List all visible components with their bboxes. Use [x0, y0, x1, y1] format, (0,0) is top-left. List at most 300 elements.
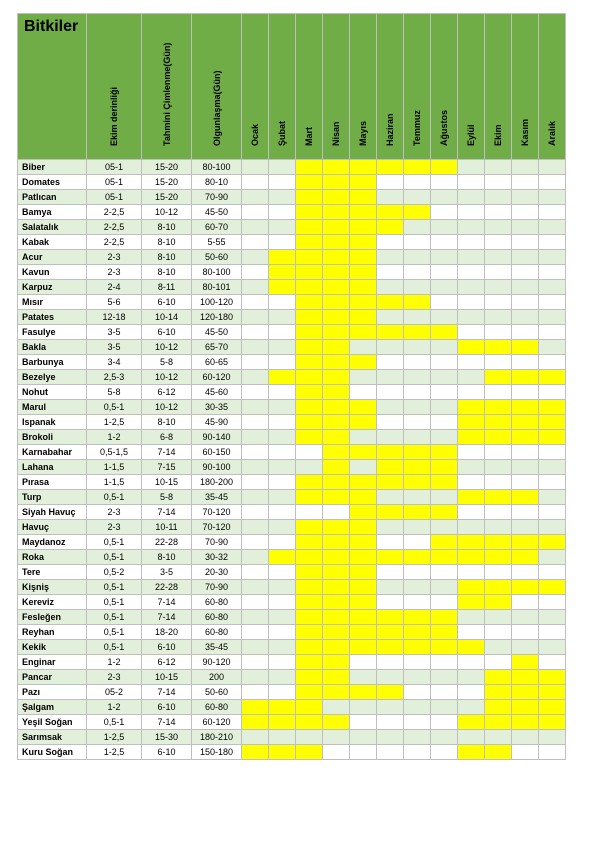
- month-cell: [431, 235, 458, 250]
- germination-cell: 22-28: [142, 580, 192, 595]
- maturity-cell: 65-70: [192, 340, 242, 355]
- maturity-cell: 60-80: [192, 595, 242, 610]
- table-row: [18, 625, 566, 640]
- plant-name-cell: Karpuz: [18, 280, 87, 295]
- germination-cell: 10-15: [142, 475, 192, 490]
- month-cell: [512, 190, 539, 205]
- month-cell: [269, 325, 296, 340]
- month-cell: [458, 670, 485, 685]
- month-cell-planting: [377, 475, 404, 490]
- plant-name-cell: Havuç: [18, 520, 87, 535]
- month-header-label: Şubat: [277, 120, 287, 146]
- month-cell-planting: [485, 670, 512, 685]
- month-cell: [404, 415, 431, 430]
- month-cell: [539, 250, 566, 265]
- month-cell-planting: [431, 160, 458, 175]
- month-cell-planting: [269, 280, 296, 295]
- month-cell-planting: [512, 685, 539, 700]
- plant-name-cell: Şalgam: [18, 700, 87, 715]
- germination-cell: 5-8: [142, 490, 192, 505]
- month-cell-planting: [323, 565, 350, 580]
- month-cell: [269, 535, 296, 550]
- month-cell: [350, 700, 377, 715]
- month-cell: [404, 310, 431, 325]
- month-cell-planting: [350, 520, 377, 535]
- month-cell: [539, 340, 566, 355]
- month-cell-planting: [323, 715, 350, 730]
- month-cell-planting: [323, 160, 350, 175]
- germination-cell: 8-10: [142, 415, 192, 430]
- month-cell: [269, 385, 296, 400]
- month-cell-planting: [296, 610, 323, 625]
- month-cell: [350, 370, 377, 385]
- month-cell: [431, 490, 458, 505]
- month-cell-planting: [512, 400, 539, 415]
- month-cell: [404, 715, 431, 730]
- month-cell-planting: [485, 715, 512, 730]
- month-cell: [404, 430, 431, 445]
- maturity-cell: 45-90: [192, 415, 242, 430]
- month-cell: [539, 220, 566, 235]
- month-cell-planting: [350, 625, 377, 640]
- month-cell: [242, 580, 269, 595]
- month-cell-planting: [404, 160, 431, 175]
- table-row: [18, 205, 566, 220]
- table-row: [18, 415, 566, 430]
- month-cell: [485, 205, 512, 220]
- month-cell: [350, 460, 377, 475]
- month-cell: [458, 610, 485, 625]
- plant-name-cell: Sarımsak: [18, 730, 87, 745]
- plant-name-cell: Brokoli: [18, 430, 87, 445]
- depth-cell: 1-2: [87, 655, 142, 670]
- month-cell-planting: [296, 400, 323, 415]
- month-cell: [539, 550, 566, 565]
- maturity-cell: 90-140: [192, 430, 242, 445]
- maturity-cell: 150-180: [192, 745, 242, 760]
- month-cell-planting: [269, 700, 296, 715]
- table-row: [18, 295, 566, 310]
- table-row: [18, 580, 566, 595]
- maturity-cell: 60-80: [192, 700, 242, 715]
- month-cell-planting: [539, 715, 566, 730]
- month-header: [458, 14, 485, 160]
- maturity-cell: 45-60: [192, 385, 242, 400]
- month-cell: [242, 280, 269, 295]
- month-cell-planting: [296, 490, 323, 505]
- plant-name-cell: Kereviz: [18, 595, 87, 610]
- month-cell: [269, 355, 296, 370]
- month-cell-planting: [350, 550, 377, 565]
- month-cell: [404, 370, 431, 385]
- month-cell-planting: [269, 250, 296, 265]
- month-header: [485, 14, 512, 160]
- month-cell: [242, 190, 269, 205]
- month-cell: [377, 400, 404, 415]
- month-cell-planting: [296, 205, 323, 220]
- month-cell: [404, 520, 431, 535]
- germination-cell: 7-14: [142, 505, 192, 520]
- plant-name-cell: Pırasa: [18, 475, 87, 490]
- table-row: [18, 160, 566, 175]
- germination-cell: 6-12: [142, 655, 192, 670]
- germination-cell: 8-10: [142, 550, 192, 565]
- depth-cell: 3-5: [87, 325, 142, 340]
- month-cell: [269, 175, 296, 190]
- month-cell: [404, 235, 431, 250]
- plant-name-cell: Siyah Havuç: [18, 505, 87, 520]
- plant-name-cell: Patates: [18, 310, 87, 325]
- month-cell-planting: [323, 580, 350, 595]
- table-row: [18, 325, 566, 340]
- table-row: [18, 370, 566, 385]
- month-header-label: Ekim: [493, 124, 503, 146]
- month-cell-planting: [485, 430, 512, 445]
- maturity-cell: 60-70: [192, 220, 242, 235]
- month-cell: [269, 340, 296, 355]
- month-header: [512, 14, 539, 160]
- month-cell: [485, 655, 512, 670]
- month-cell-planting: [512, 370, 539, 385]
- germination-header: [142, 14, 192, 160]
- month-cell: [512, 595, 539, 610]
- month-cell-planting: [350, 580, 377, 595]
- germination-cell: 7-15: [142, 460, 192, 475]
- month-cell-planting: [458, 550, 485, 565]
- month-cell-planting: [296, 580, 323, 595]
- month-cell-planting: [539, 370, 566, 385]
- germination-cell: 6-10: [142, 745, 192, 760]
- month-cell: [431, 670, 458, 685]
- germination-cell: 8-10: [142, 265, 192, 280]
- month-cell: [269, 310, 296, 325]
- plant-name-cell: Fasulye: [18, 325, 87, 340]
- month-cell-planting: [485, 700, 512, 715]
- month-cell: [269, 595, 296, 610]
- germination-cell: 10-14: [142, 310, 192, 325]
- depth-cell: 0,5-1: [87, 400, 142, 415]
- month-cell-planting: [404, 460, 431, 475]
- month-cell: [242, 520, 269, 535]
- plant-name-cell: Acur: [18, 250, 87, 265]
- month-cell: [404, 595, 431, 610]
- month-cell: [539, 475, 566, 490]
- plant-name-cell: Biber: [18, 160, 87, 175]
- plant-name-cell: Karnabahar: [18, 445, 87, 460]
- month-cell: [539, 295, 566, 310]
- month-cell-planting: [323, 310, 350, 325]
- month-cell-planting: [296, 160, 323, 175]
- month-cell: [458, 355, 485, 370]
- table-row: [18, 475, 566, 490]
- maturity-cell: 60-120: [192, 715, 242, 730]
- month-cell: [431, 190, 458, 205]
- maturity-cell: 90-120: [192, 655, 242, 670]
- month-cell: [485, 565, 512, 580]
- month-cell: [404, 385, 431, 400]
- month-cell: [377, 385, 404, 400]
- month-cell: [377, 280, 404, 295]
- germination-cell: 15-30: [142, 730, 192, 745]
- germination-cell: 10-12: [142, 370, 192, 385]
- table-row: [18, 565, 566, 580]
- table-row: [18, 400, 566, 415]
- month-cell: [485, 625, 512, 640]
- month-cell: [431, 715, 458, 730]
- month-cell: [404, 565, 431, 580]
- month-cell-planting: [323, 355, 350, 370]
- month-cell-planting: [323, 445, 350, 460]
- table-row: [18, 430, 566, 445]
- month-cell-planting: [242, 700, 269, 715]
- month-cell-planting: [323, 220, 350, 235]
- month-cell: [539, 625, 566, 640]
- germination-cell: 8-11: [142, 280, 192, 295]
- month-cell: [350, 430, 377, 445]
- month-cell: [485, 265, 512, 280]
- month-cell: [512, 310, 539, 325]
- plant-name-cell: Kekik: [18, 640, 87, 655]
- month-cell-planting: [350, 415, 377, 430]
- month-cell: [377, 340, 404, 355]
- germination-cell: 10-11: [142, 520, 192, 535]
- month-cell-planting: [296, 265, 323, 280]
- month-cell: [269, 670, 296, 685]
- depth-cell: 0,5-1,5: [87, 445, 142, 460]
- maturity-cell: 50-60: [192, 685, 242, 700]
- month-cell: [431, 175, 458, 190]
- germination-cell: 5-8: [142, 355, 192, 370]
- month-cell: [350, 655, 377, 670]
- month-cell: [512, 625, 539, 640]
- germination-cell: 10-12: [142, 340, 192, 355]
- month-cell: [539, 310, 566, 325]
- month-cell: [539, 745, 566, 760]
- month-cell-planting: [377, 505, 404, 520]
- depth-header-label: Ekim derinliği: [109, 86, 119, 146]
- month-cell: [539, 235, 566, 250]
- table-row: [18, 175, 566, 190]
- depth-cell: 0,5-2: [87, 565, 142, 580]
- germination-cell: 6-10: [142, 325, 192, 340]
- plant-rows: [18, 160, 566, 760]
- month-cell-planting: [296, 190, 323, 205]
- maturity-cell: 30-32: [192, 550, 242, 565]
- month-cell-planting: [404, 445, 431, 460]
- depth-cell: 05-1: [87, 175, 142, 190]
- germination-cell: 6-8: [142, 430, 192, 445]
- month-cell: [269, 520, 296, 535]
- month-cell: [377, 745, 404, 760]
- month-cell-planting: [512, 550, 539, 565]
- month-cell-planting: [350, 640, 377, 655]
- maturity-cell: 70-90: [192, 580, 242, 595]
- month-cell-planting: [350, 400, 377, 415]
- month-cell: [431, 565, 458, 580]
- table-row: [18, 235, 566, 250]
- month-cell-planting: [350, 565, 377, 580]
- germination-cell: 7-14: [142, 610, 192, 625]
- month-cell-planting: [296, 745, 323, 760]
- germination-cell: 7-14: [142, 445, 192, 460]
- month-cell-planting: [539, 415, 566, 430]
- month-cell: [242, 415, 269, 430]
- maturity-cell: 180-210: [192, 730, 242, 745]
- month-cell: [350, 730, 377, 745]
- month-cell-planting: [296, 595, 323, 610]
- maturity-cell: 5-55: [192, 235, 242, 250]
- germination-cell: 10-15: [142, 670, 192, 685]
- table-row: [18, 595, 566, 610]
- month-cell: [512, 610, 539, 625]
- depth-cell: 0,5-1: [87, 580, 142, 595]
- depth-cell: 1-2,5: [87, 730, 142, 745]
- month-cell-planting: [512, 580, 539, 595]
- germination-cell: 10-12: [142, 400, 192, 415]
- month-header-label: Eylül: [466, 124, 476, 146]
- header-row: [18, 14, 566, 160]
- month-header-label: Ocak: [250, 123, 260, 146]
- month-cell: [512, 205, 539, 220]
- month-cell: [485, 280, 512, 295]
- maturity-cell: 90-100: [192, 460, 242, 475]
- month-cell: [539, 280, 566, 295]
- month-cell-planting: [512, 700, 539, 715]
- month-cell: [512, 175, 539, 190]
- month-cell-planting: [323, 460, 350, 475]
- month-cell: [269, 445, 296, 460]
- month-header: [242, 14, 269, 160]
- month-cell: [431, 400, 458, 415]
- month-cell: [512, 160, 539, 175]
- month-cell: [242, 535, 269, 550]
- month-cell-planting: [296, 625, 323, 640]
- month-cell: [323, 700, 350, 715]
- month-cell-planting: [404, 475, 431, 490]
- month-cell-planting: [296, 340, 323, 355]
- plant-name-cell: Marul: [18, 400, 87, 415]
- month-cell: [539, 190, 566, 205]
- month-cell-planting: [404, 625, 431, 640]
- month-cell: [269, 220, 296, 235]
- month-cell: [377, 355, 404, 370]
- month-cell-planting: [377, 625, 404, 640]
- month-cell-planting: [404, 505, 431, 520]
- plant-name-cell: Domates: [18, 175, 87, 190]
- germination-cell: 22-28: [142, 535, 192, 550]
- month-cell-planting: [485, 580, 512, 595]
- month-cell: [242, 625, 269, 640]
- month-cell-planting: [296, 355, 323, 370]
- month-cell: [377, 595, 404, 610]
- month-cell: [458, 625, 485, 640]
- maturity-cell: 45-50: [192, 205, 242, 220]
- month-cell: [431, 385, 458, 400]
- table-row: [18, 685, 566, 700]
- month-cell-planting: [539, 430, 566, 445]
- table-row: [18, 220, 566, 235]
- month-cell-planting: [323, 370, 350, 385]
- germination-cell: 15-20: [142, 175, 192, 190]
- month-cell: [431, 655, 458, 670]
- plant-name-cell: Pancar: [18, 670, 87, 685]
- depth-cell: 1-1,5: [87, 475, 142, 490]
- plant-name-cell: Bakla: [18, 340, 87, 355]
- germination-cell: 6-10: [142, 700, 192, 715]
- month-cell: [269, 475, 296, 490]
- month-cell: [269, 415, 296, 430]
- month-cell: [242, 430, 269, 445]
- month-cell-planting: [485, 370, 512, 385]
- month-cell: [431, 700, 458, 715]
- month-cell: [404, 265, 431, 280]
- month-cell-planting: [485, 340, 512, 355]
- month-cell: [269, 430, 296, 445]
- month-cell: [350, 745, 377, 760]
- plant-name-cell: Yeşil Soğan: [18, 715, 87, 730]
- month-cell: [431, 220, 458, 235]
- month-cell-planting: [350, 250, 377, 265]
- month-cell-planting: [431, 325, 458, 340]
- month-cell-planting: [323, 490, 350, 505]
- germination-cell: 10-12: [142, 205, 192, 220]
- month-cell: [350, 715, 377, 730]
- title-header: [18, 14, 87, 160]
- month-cell-planting: [350, 205, 377, 220]
- month-cell-planting: [296, 325, 323, 340]
- month-cell-planting: [323, 235, 350, 250]
- month-cell-planting: [377, 640, 404, 655]
- month-cell: [539, 595, 566, 610]
- month-cell-planting: [296, 535, 323, 550]
- month-cell: [458, 685, 485, 700]
- month-cell-planting: [539, 670, 566, 685]
- month-cell: [269, 295, 296, 310]
- month-cell: [404, 490, 431, 505]
- depth-cell: 1-2: [87, 700, 142, 715]
- month-cell: [539, 460, 566, 475]
- month-cell: [512, 640, 539, 655]
- month-cell: [512, 565, 539, 580]
- month-cell-planting: [485, 685, 512, 700]
- plant-name-cell: Bezelye: [18, 370, 87, 385]
- month-cell: [485, 250, 512, 265]
- month-cell: [242, 325, 269, 340]
- table-row: [18, 190, 566, 205]
- month-cell: [431, 205, 458, 220]
- depth-cell: 12-18: [87, 310, 142, 325]
- month-cell-planting: [296, 550, 323, 565]
- month-cell: [404, 535, 431, 550]
- month-cell: [458, 700, 485, 715]
- month-cell-planting: [377, 295, 404, 310]
- maturity-cell: 50-60: [192, 250, 242, 265]
- germination-cell: 6-10: [142, 640, 192, 655]
- maturity-cell: 60-80: [192, 625, 242, 640]
- month-cell: [404, 250, 431, 265]
- month-cell: [377, 490, 404, 505]
- month-cell: [485, 460, 512, 475]
- month-cell-planting: [296, 310, 323, 325]
- month-cell: [539, 355, 566, 370]
- month-cell-planting: [350, 235, 377, 250]
- month-cell-planting: [323, 385, 350, 400]
- month-cell-planting: [431, 610, 458, 625]
- month-cell: [431, 430, 458, 445]
- depth-cell: 0,5-1: [87, 610, 142, 625]
- month-cell: [458, 445, 485, 460]
- depth-cell: 5-8: [87, 385, 142, 400]
